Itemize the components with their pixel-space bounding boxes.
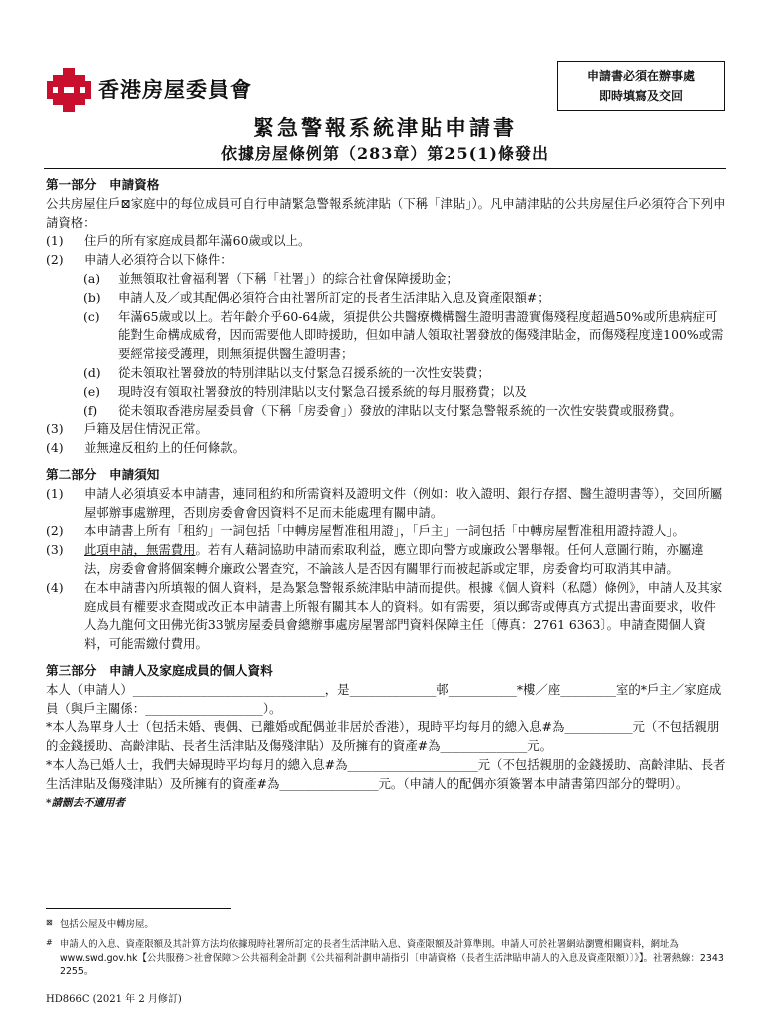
- subitem-letter: (b): [83, 289, 101, 305]
- delete-inapplicable-note: *請刪去不適用者: [46, 796, 125, 809]
- footnote-divider: [46, 908, 231, 909]
- item-number: (3): [46, 542, 64, 558]
- subitem-text: 現時沒有領取社署發放的特別津貼以支付緊急召援系統的每月服務費；以及: [118, 383, 527, 399]
- organization-name: 香港房屋委員會: [98, 78, 252, 102]
- subitem-text: 從未領取社署發放的特別津貼以支付緊急召援系統的一次性安裝費；: [118, 364, 490, 380]
- item-number: (2): [46, 252, 64, 268]
- part1-subitem: [46, 402, 726, 421]
- item-text: 並無違反租約上的任何條款。: [84, 440, 246, 456]
- part1-subitem: [46, 308, 726, 364]
- part2-item: [46, 541, 726, 579]
- item-text: 在本申請書內所填報的個人資料，是為緊急警報系統津貼申請而提供。根據《個人資料（私隱）條例》，申請人及其家庭成員有權要求查閱或改正本申請書上所報有關其本人的資料。如有需要，須以郵寄或傳真方式提出書面要求，收件人為九龍何文田佛光街33號房屋委員會總辦事處房屋署部門資料保障主任〔傳真：2761 6363〕。申請查閱個人資料，可能需繳付費用。: [84, 579, 723, 652]
- form-subtitle: 依據房屋條例第（283章）第25(1)條發出: [221, 144, 549, 163]
- item-number: (4): [46, 440, 64, 456]
- notice-line-2: 即時填寫及交回: [598, 89, 683, 103]
- subitem-letter: (d): [83, 364, 101, 380]
- housing-authority-logo-icon: [45, 66, 93, 114]
- part2-heading: 第二部分 申請須知: [46, 466, 160, 482]
- part1-subitem: [46, 270, 726, 289]
- item-text: 本申請書上所有「租約」一詞包括「中轉房屋暫准租用證」，「戶主」一詞包括「中轉房屋暫准租用證持證人」。: [84, 523, 685, 539]
- part1-heading: 第一部分 申請資格: [46, 177, 160, 192]
- single-income-statement: *本人為單身人士（包括未婚、喪偶、已離婚或配偶並非居於香港），現時平均每月的總入息#為___________元（不包括親朋的金錢援助、高齡津貼、長者生活津貼及傷殘津貼）及所擁有的資產#為______________元。: [46, 719, 720, 754]
- subitem-text: 年滿65歲或以上。若年齡介乎60-64歲，須提供公共醫療機構醫生證明書證實傷殘程度超過50%或所患病症可能對生命構成威脅，因而需要他人即時援助，但如申請人領取社署發放的傷殘津貼金，而傷殘程度達100%或需要經常接受護理，則無須提供醫生證明書；: [118, 308, 724, 362]
- part1-intro: 公共房屋住戶⊠家庭中的每位成員可自行申請緊急警報系統津貼（下稱「津貼」）。凡申請津貼的公共房屋住戶必須符合下列申請資格：: [46, 195, 726, 230]
- item-text: 戶籍及居住情況正常。: [84, 421, 208, 437]
- footnote-text: 申請人的入息、資產限額及其計算方法均依據現時社署所訂定的長者生活津貼入息、資產限額及計算準則。申請人可於社署網站瀏覽相關資料，網址為 www.swd.gov.hk【公共服務＞社會保障＞公共福利金計劃《公共福利計劃申請指引〔申請資格（長者生活津貼申請人的入息及資產限額）〕》】。社署熱線：2343 2255。: [60, 939, 724, 978]
- part3-heading: 第三部分 申請人及家庭成員的個人資料: [46, 662, 273, 678]
- item-text: 申請人必須符合以下條件：: [84, 252, 233, 268]
- footnote-mark: ⊠: [46, 918, 53, 927]
- part1-subitem: [46, 364, 726, 383]
- subitem-letter: (e): [83, 383, 101, 399]
- footnote: [46, 938, 726, 978]
- header-divider: [44, 168, 726, 169]
- footnote-mark: #: [46, 938, 53, 948]
- footnotes: [46, 918, 726, 986]
- item-number: (3): [46, 421, 64, 437]
- subitem-text: 從未領取香港房屋委員會（下稱「房委會」）發放的津貼以支付緊急警報系統的一次性安裝費或服務費。: [118, 402, 682, 418]
- subitem-text: 申請人及／或其配偶必須符合由社署所訂定的長者生活津貼入息及資產限額#；: [118, 289, 550, 305]
- form-content: [46, 176, 726, 812]
- item-text: 申請人必須填妥本申請書，連同租約和所需資料及證明文件（例如：收入證明、銀行存摺、醫生證明書等），交回所屬屋邨辦事處辦理，否則房委會會因資料不足而未能處理有關申請。: [84, 485, 723, 520]
- subitem-letter: (f): [83, 402, 98, 418]
- subitem-letter: (a): [83, 270, 101, 286]
- part2-item: [46, 522, 726, 541]
- item-number: (1): [46, 233, 64, 249]
- item-number: (4): [46, 579, 64, 595]
- part1-subitem: [46, 289, 726, 308]
- part1-item: [46, 420, 726, 439]
- subitem-text: 並無領取社會福利署（下稱「社署」）的綜合社會保障援助金；: [118, 270, 459, 286]
- part1-item: [46, 439, 726, 458]
- form-code: HD866C (2021 年 2 月修訂): [46, 994, 182, 1005]
- part1-subitem: [46, 383, 726, 402]
- footnote-text: 包括公屋及中轉房屋。: [60, 919, 154, 930]
- item-number: (2): [46, 523, 64, 539]
- applicant-identity-line: 本人（申請人）_______________________________，是______________邨___________*樓／座_________室的*戶主／家庭成員（與戶主關係：___________________）。: [46, 681, 722, 716]
- item-number: (1): [46, 485, 64, 501]
- married-income-statement: *本人為已婚人士，我們夫婦現時平均每月的總入息#為_____________________元（不包括親朋的金錢援助、高齡津貼、長者生活津貼及傷殘津貼）及所擁有的資產#為________________元。（申請人的配偶亦須簽署本申請書第四部分的聲明）。: [46, 756, 726, 791]
- no-fee-notice: 此項申請，無需費用: [84, 542, 196, 558]
- part1-item: [46, 232, 726, 251]
- submission-notice-box: [557, 61, 725, 111]
- part2-item: [46, 579, 726, 654]
- part1-item: [46, 251, 726, 270]
- part2-item: [46, 485, 726, 523]
- notice-line-1: 申請書必須在辦事處: [586, 69, 695, 83]
- form-title: 緊急警報系統津貼申請書: [253, 115, 517, 140]
- subitem-letter: (c): [83, 308, 100, 324]
- item-text: 。若有人藉詞協助申請而索取利益，應立即向警方或廉政公署舉報。任何人意圖行賄，亦屬違法，房委會會將個案轉介廉政公署查究，不論該人是否因有關罪行而被起訴或定罪，房委會均可取消其申請。: [84, 542, 704, 576]
- item-text: 住戶的所有家庭成員都年滿60歲或以上。: [84, 233, 311, 249]
- footnote: [46, 918, 726, 931]
